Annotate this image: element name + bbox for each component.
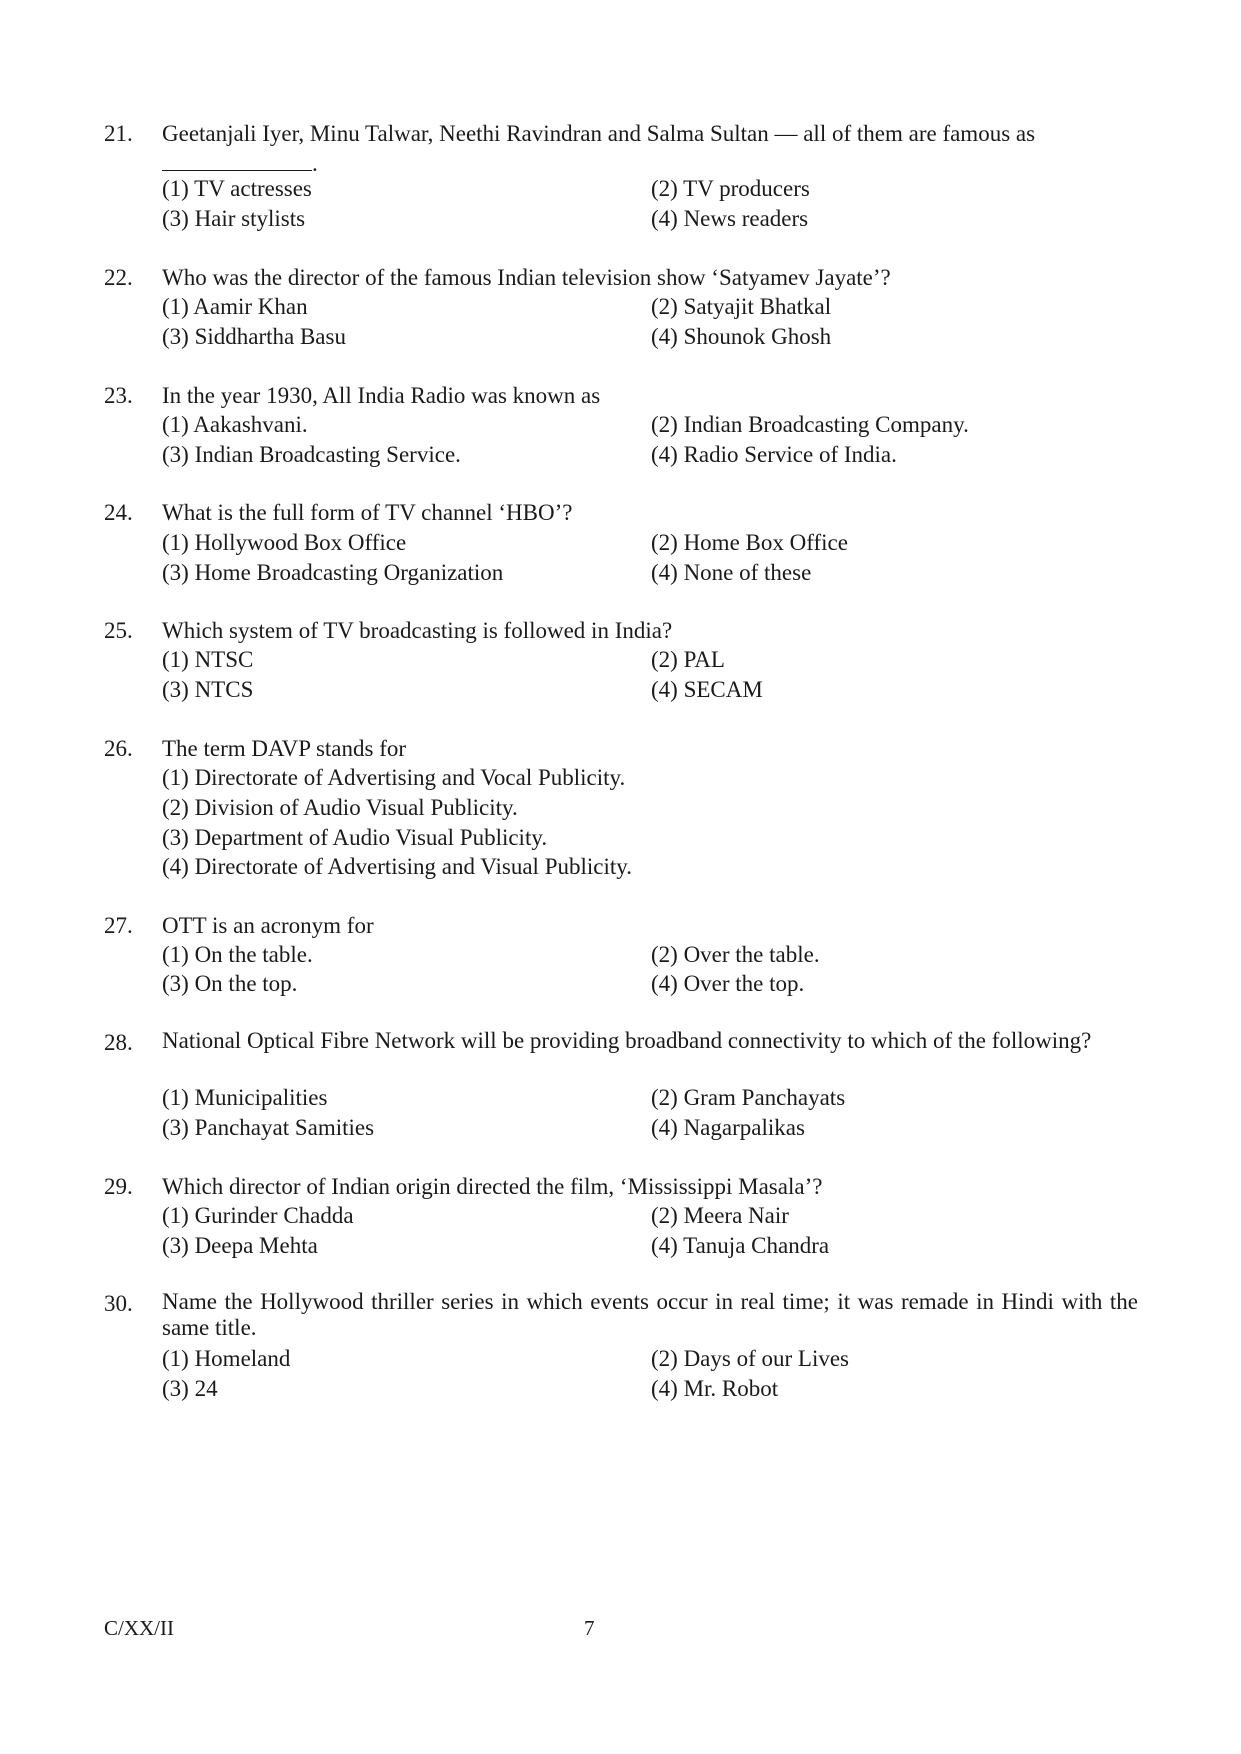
question-number: 21.	[104, 121, 133, 146]
option-2: (2) Gram Panchayats	[651, 1085, 846, 1110]
option-4: (4) Nagarpalikas	[651, 1115, 805, 1140]
option-4: (4) None of these	[651, 560, 812, 585]
question-text: Which director of Indian origin directed the film, ‘Mississippi Masala’?	[162, 1174, 823, 1199]
option-1: (1) Gurinder Chadda	[162, 1203, 354, 1228]
question-text: OTT is an acronym for	[162, 913, 374, 938]
question-number: 22.	[104, 265, 133, 290]
option-1: (1) Directorate of Advertising and Vocal Publicity.	[162, 765, 626, 790]
option-1: (1) Hollywood Box Office	[162, 530, 407, 555]
option-3: (3) Department of Audio Visual Publicity.	[162, 825, 548, 850]
option-3: (3) Siddhartha Basu	[162, 324, 346, 349]
question-text: Geetanjali Iyer, Minu Talwar, Neethi Ravindran and Salma Sultan — all of them are famous as .	[162, 121, 1036, 176]
answer-blank	[162, 154, 312, 171]
option-4: (4) Radio Service of India.	[651, 442, 897, 467]
question-number: 23.	[104, 383, 133, 408]
option-2: (2) Satyajit Bhatkal	[651, 294, 832, 319]
option-1: (1) Aamir Khan	[162, 294, 308, 319]
question-number: 26.	[104, 736, 133, 761]
option-3: (3) Indian Broadcasting Service.	[162, 442, 461, 467]
question-text: In the year 1930, All India Radio was known as	[162, 383, 601, 408]
question-text: Who was the director of the famous Indian television show ‘Satyamev Jayate’?	[162, 265, 891, 290]
question-number: 27.	[104, 913, 133, 938]
option-3: (3) NTCS	[162, 677, 254, 702]
option-1: (1) NTSC	[162, 647, 254, 672]
option-4: (4) Tanuja Chandra	[651, 1233, 830, 1258]
question-text: The term DAVP stands for	[162, 736, 407, 761]
option-1: (1) Homeland	[162, 1346, 291, 1371]
option-2: (2) Meera Nair	[651, 1203, 789, 1228]
option-1: (1) Aakashvani.	[162, 412, 308, 437]
option-2: (2) Over the table.	[651, 942, 820, 967]
option-2: (2) Indian Broadcasting Company.	[651, 412, 969, 437]
page-number: 7	[584, 1616, 595, 1640]
question-number: 25.	[104, 618, 133, 643]
option-3: (3) Home Broadcasting Organization	[162, 560, 504, 585]
paper-code: C/XX/II	[104, 1616, 174, 1640]
option-3: (3) 24	[162, 1376, 218, 1401]
option-4: (4) Mr. Robot	[651, 1376, 779, 1401]
option-4: (4) Over the top.	[651, 971, 805, 996]
option-4: (4) Directorate of Advertising and Visual Publicity.	[162, 854, 633, 879]
option-4: (4) Shounok Ghosh	[651, 324, 832, 349]
option-3: (3) Panchayat Samities	[162, 1115, 375, 1140]
option-4: (4) News readers	[651, 206, 809, 231]
option-3: (3) Hair stylists	[162, 206, 306, 231]
option-1: (1) Municipalities	[162, 1085, 328, 1110]
question-text: Name the Hollywood thriller series in which events occur in real time; it was remade in Hindi with the same title.	[162, 1289, 1138, 1340]
question-text: Which system of TV broadcasting is followed in India?	[162, 618, 673, 643]
option-4: (4) SECAM	[651, 677, 763, 702]
question-text: National Optical Fibre Network will be providing broadband connectivity to which of the following?	[162, 1028, 1092, 1053]
option-1: (1) On the table.	[162, 942, 313, 967]
option-2: (2) Home Box Office	[651, 530, 848, 555]
question-number: 24.	[104, 500, 133, 525]
option-3: (3) Deepa Mehta	[162, 1233, 318, 1258]
option-2: (2) PAL	[651, 647, 725, 672]
option-2: (2) Days of our Lives	[651, 1346, 850, 1371]
question-number: 28.	[104, 1030, 133, 1055]
question-text: What is the full form of TV channel ‘HBO’?	[162, 500, 573, 525]
question-number: 30.	[104, 1291, 133, 1316]
option-3: (3) On the top.	[162, 971, 298, 996]
option-2: (2) TV producers	[651, 176, 810, 201]
question-number: 29.	[104, 1174, 133, 1199]
option-2: (2) Division of Audio Visual Publicity.	[162, 795, 518, 820]
option-1: (1) TV actresses	[162, 176, 312, 201]
